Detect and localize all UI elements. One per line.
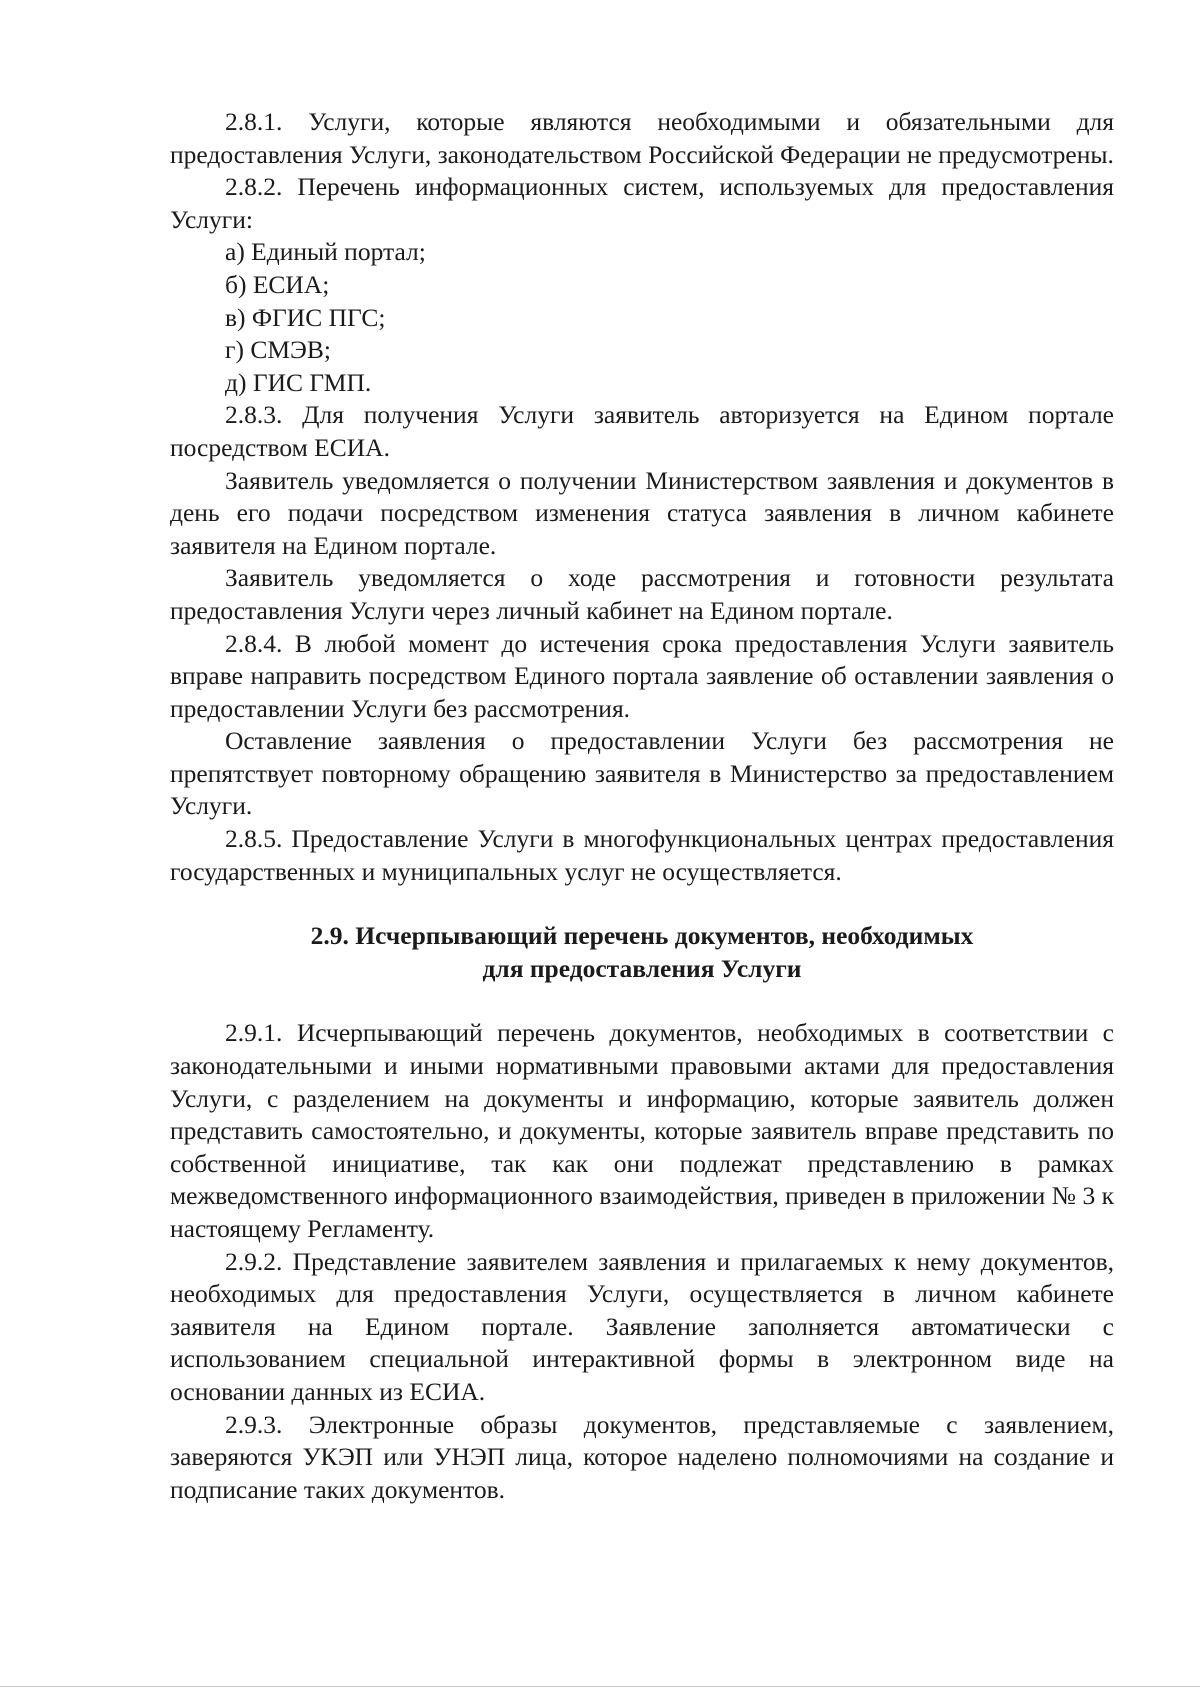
list-item: в) ФГИС ПГС; (225, 302, 386, 332)
list-item: б) ЕСИА; (225, 269, 330, 299)
spacer (170, 888, 1114, 920)
page-bottom-edge (0, 1686, 1200, 1687)
paragraph-2-8-2: 2.8.2. Перечень информационных систем, используемых для предоставления Услуги: (170, 172, 1114, 234)
list-item: г) СМЭВ; (225, 335, 331, 365)
document-page (170, 106, 1114, 1506)
paragraph-2-9-2: 2.9.2. Представление заявителем заявления и прилагаемых к нему документов, необходимых для предоставления Услуги, осуществляется в личном кабинете заявителя на Едином портале. Заявление заполняется автоматически с использованием специальной интерактивной формы в электронном виде на основании данных из ЕСИА. (170, 1246, 1114, 1406)
section-heading-line-2: для предоставления Услуги (482, 953, 802, 983)
list-item: а) Единый портал; (225, 237, 426, 267)
section-heading-line-1: 2.9. Исчерпывающий перечень документов, необходимых (310, 921, 974, 951)
paragraph-2-8-5: 2.8.5. Предоставление Услуги в многофункциональных центрах предоставления государственных и муниципальных услуг не осуществляется. (170, 824, 1114, 886)
paragraph-2-9-3: 2.9.3. Электронные образы документов, представляемые с заявлением, заверяются УКЭП или УНЭП лица, которое наделено полномочиями на создание и подписание таких документов. (170, 1409, 1114, 1504)
paragraph-notification-receipt: Заявитель уведомляется о получении Министерством заявления и документов в день его подачи посредством изменения статуса заявления в личном кабинете заявителя на Едином портале. (170, 465, 1114, 560)
paragraph-leave-without-review: Оставление заявления о предоставлении Услуги без рассмотрения не препятствует повторному обращению заявителя в Министерство за предоставлением Услуги. (170, 726, 1114, 821)
list-item: д) ГИС ГМП. (225, 367, 372, 397)
spacer (170, 985, 1114, 1017)
paragraph-2-9-1: 2.9.1. Исчерпывающий перечень документов, необходимых в соответствии с законодательными и иными нормативными правовыми актами для предоставления Услуги, с разделением на документы и информацию, которые заявитель должен представить самостоятельно, и документы, которые заявитель вправе представить по собственной инициативе, так как они подлежат представлению в рамках межведомственного информационного взаимодействия, приведен в приложении № 3 к настоящему Регламенту. (170, 1018, 1114, 1243)
paragraph-2-8-1: 2.8.1. Услуги, которые являются необходимыми и обязательными для предоставления Услуги, законодательством Российской Федерации не предусмотрены. (170, 107, 1114, 169)
paragraph-2-8-3: 2.8.3. Для получения Услуги заявитель авторизуется на Едином портале посредством ЕСИА. (170, 400, 1114, 462)
paragraph-notification-progress: Заявитель уведомляется о ходе рассмотрения и готовности результата предоставления Услуги через личный кабинет на Едином портале. (170, 563, 1114, 625)
paragraph-2-8-4: 2.8.4. В любой момент до истечения срока предоставления Услуги заявитель вправе направить посредством Единого портала заявление об оставлении заявления о предоставлении Услуги без рассмотрения. (170, 628, 1114, 723)
